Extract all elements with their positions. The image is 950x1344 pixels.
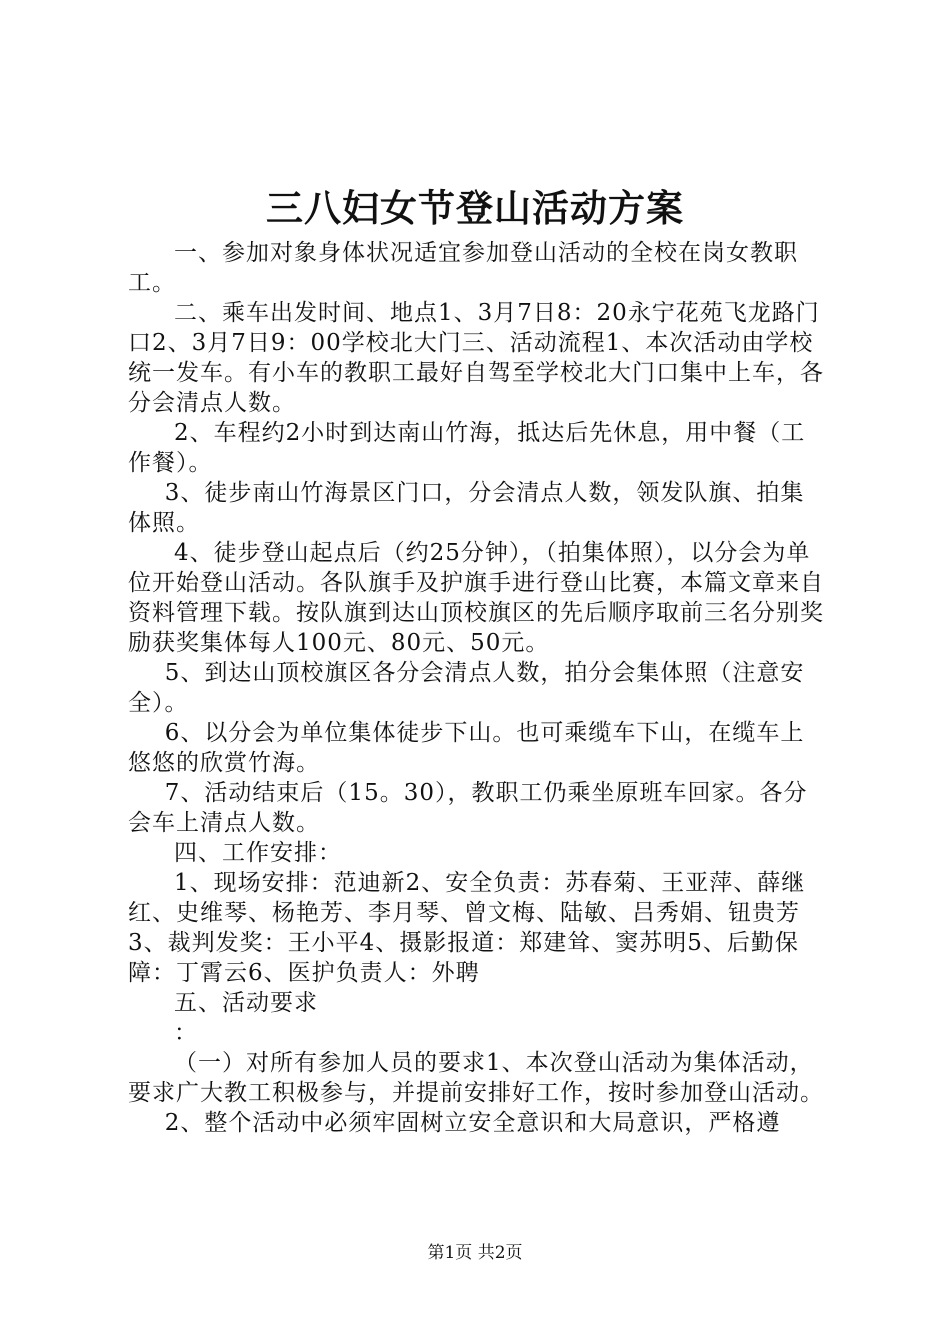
paragraph-6: 5、到达山顶校旗区各分会清点人数，拍分会集体照（注意安全）。 xyxy=(128,660,805,716)
page-number: 第1页 共2页 xyxy=(427,1243,523,1263)
paragraph-1: 一、参加对象身体状况适宜参加登山活动的全校在岗女教职工。 xyxy=(128,240,798,296)
paragraph-12: ： xyxy=(174,1020,198,1046)
page-title: 三八妇女节登山活动方案 xyxy=(266,186,684,230)
paragraph-14: 2、整个活动中必须牢固树立安全意识和大局意识，严格遵 xyxy=(164,1110,781,1136)
paragraph-9: 四、工作安排： xyxy=(174,840,342,866)
paragraph-10: 1、现场安排：范迪新2、安全负责：苏春菊、王亚萍、薛继红、史维琴、杨艳芳、李月琴、曾文梅、陆敏、吕秀娟、钮贵芳3、裁判发奖：王小平4、摄影报道：郑建耸、窦苏明5、后勤保障：丁霄云6、医护负责人：外聘 xyxy=(128,870,806,986)
paragraph-4: 3、徒步南山竹海景区门口，分会清点人数，领发队旗、拍集体照。 xyxy=(128,480,805,536)
paragraph-3: 2、车程约2小时到达南山竹海，抵达后先休息，用中餐（工作餐）。 xyxy=(128,420,806,476)
paragraph-11: 五、活动要求 xyxy=(174,990,318,1016)
document-body xyxy=(128,238,828,1138)
paragraph-13: （一）对所有参加人员的要求1、本次登山活动为集体活动，要求广大教工积极参与，并提前安排好工作，按时参加登山活动。 xyxy=(128,1050,824,1106)
paragraph-8: 7、活动结束后（15。30），教职工仍乘坐原班车回家。各分会车上清点人数。 xyxy=(128,780,808,836)
paragraph-5: 4、徒步登山起点后（约25分钟），（拍集体照），以分会为单位开始登山活动。各队旗手及护旗手进行登山比赛，本篇文章来自资料管理下载。按队旗到达山顶校旗区的先后顺序取前三名分别奖励获奖集体每人100元、80元、50元。 xyxy=(128,540,824,656)
paragraph-7: 6、以分会为单位集体徒步下山。也可乘缆车下山，在缆车上悠悠的欣赏竹海。 xyxy=(128,720,805,776)
paragraph-2: 二、乘车出发时间、地点1、3月7日8：20永宁花苑飞龙路门口2、3月7日9：00学校北大门三、活动流程1、本次活动由学校统一发车。有小车的教职工最好自驾至学校北大门口集中上车，各分会清点人数。 xyxy=(128,300,824,416)
